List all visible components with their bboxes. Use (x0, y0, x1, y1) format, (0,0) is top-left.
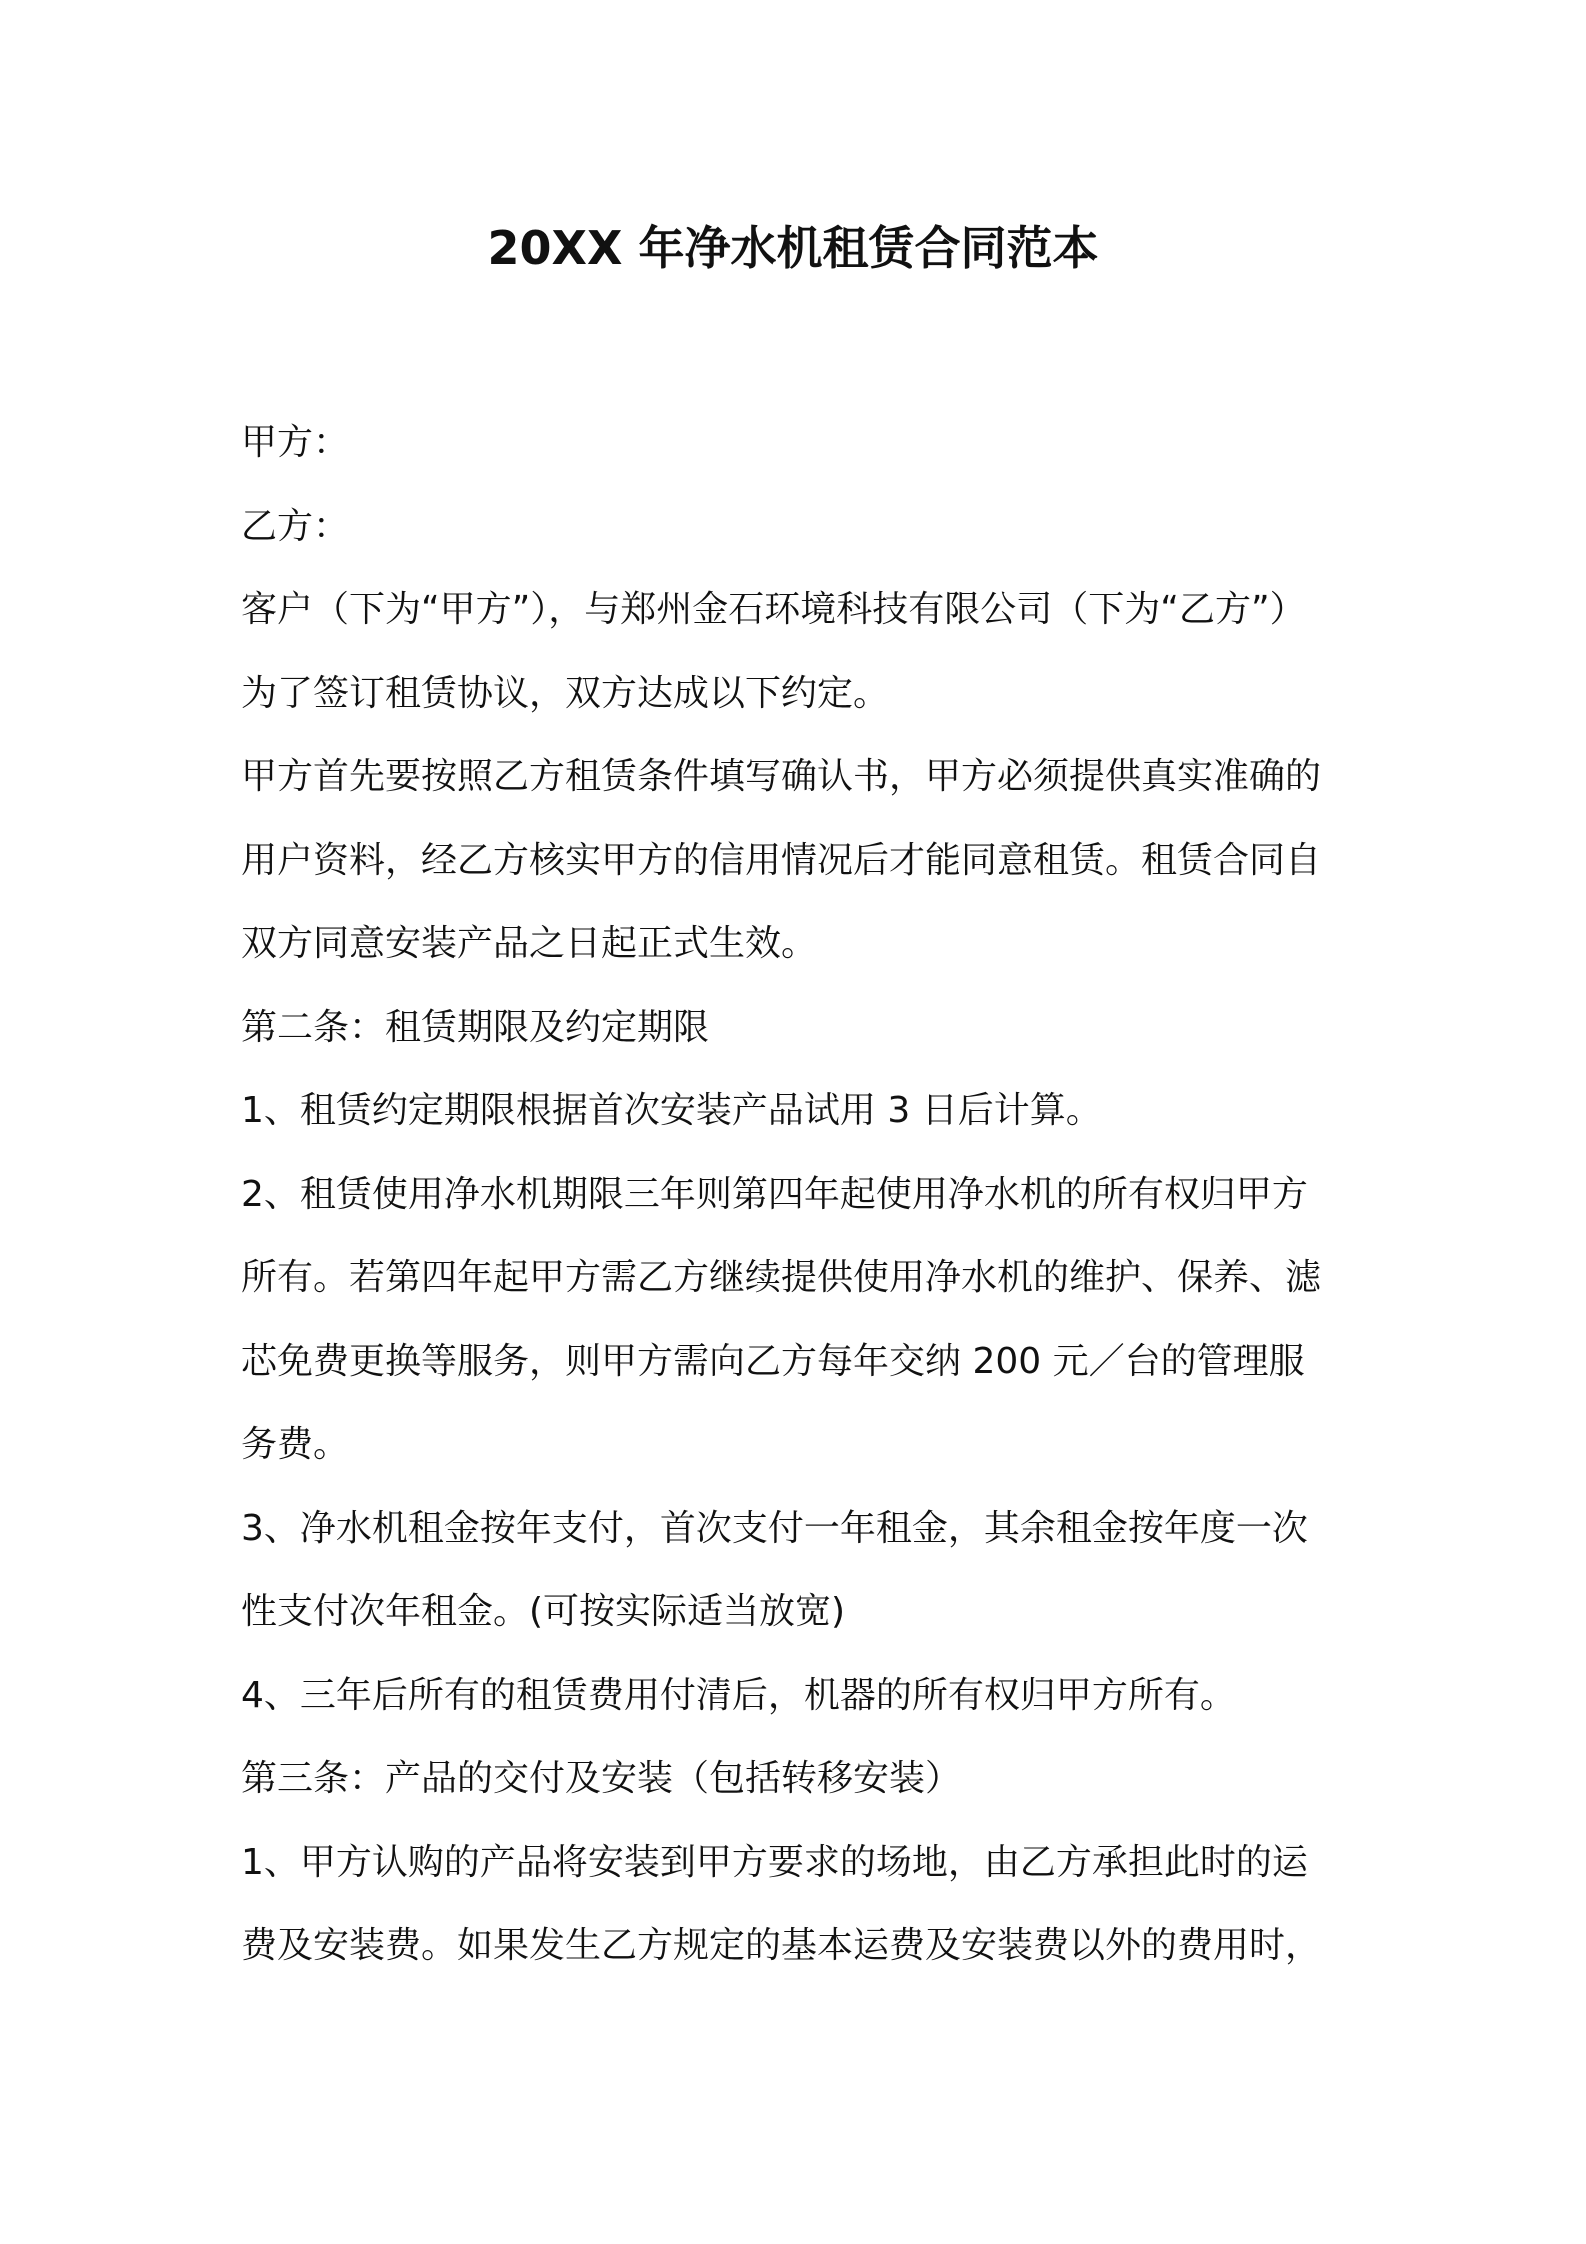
body-line: 费及安装费。如果发生乙方规定的基本运费及安装费以外的费用时， (241, 1925, 1322, 1966)
body-line: 甲方首先要按照乙方租赁条件填写确认书，甲方必须提供真实准确的 (241, 756, 1322, 797)
body-line: 1、甲方认购的产品将安装到甲方要求的场地，由乙方承担此时的运 (241, 1841, 1308, 1883)
party-b-line: 乙方： (241, 505, 350, 547)
body-line: 务费。 (241, 1424, 350, 1465)
body-line: 双方同意安装产品之日起正式生效。 (241, 923, 818, 964)
body-line: 2、租赁使用净水机期限三年则第四年起使用净水机的所有权归甲方 (241, 1173, 1308, 1215)
party-a-line: 甲方： (241, 422, 350, 463)
body-line: 客户（下为“甲方”），与郑州金石环境科技有限公司（下为“乙方”） (241, 589, 1306, 630)
body-line: 为了签订租赁协议，双方达成以下约定。 (241, 672, 890, 714)
body-line: 用户资料，经乙方核实甲方的信用情况后才能同意租赁。租赁合同自 (241, 839, 1322, 881)
body-line: 3、净水机租金按年支付，首次支付一年租金，其余租金按年度一次 (241, 1507, 1308, 1549)
body-line: 所有。若第四年起甲方需乙方继续提供使用净水机的维护、保养、滤 (241, 1257, 1322, 1298)
document-title: 20XX 年净水机租赁合同范本 (487, 221, 1099, 275)
section-heading-article-2: 第二条：租赁期限及约定期限 (241, 1006, 710, 1048)
section-heading-article-3: 第三条：产品的交付及安装（包括转移安装） (241, 1758, 962, 1799)
body-line: 芯免费更换等服务，则甲方需向乙方每年交纳 200 元／台的管理服 (241, 1340, 1305, 1382)
body-line: 性支付次年租金。(可按实际适当放宽) (241, 1591, 846, 1632)
body-line: 4、三年后所有的租赁费用付清后，机器的所有权归甲方所有。 (241, 1674, 1236, 1716)
body-line: 1、租赁约定期限根据首次安装产品试用 3 日后计算。 (241, 1090, 1102, 1131)
document-body (241, 401, 1361, 1988)
